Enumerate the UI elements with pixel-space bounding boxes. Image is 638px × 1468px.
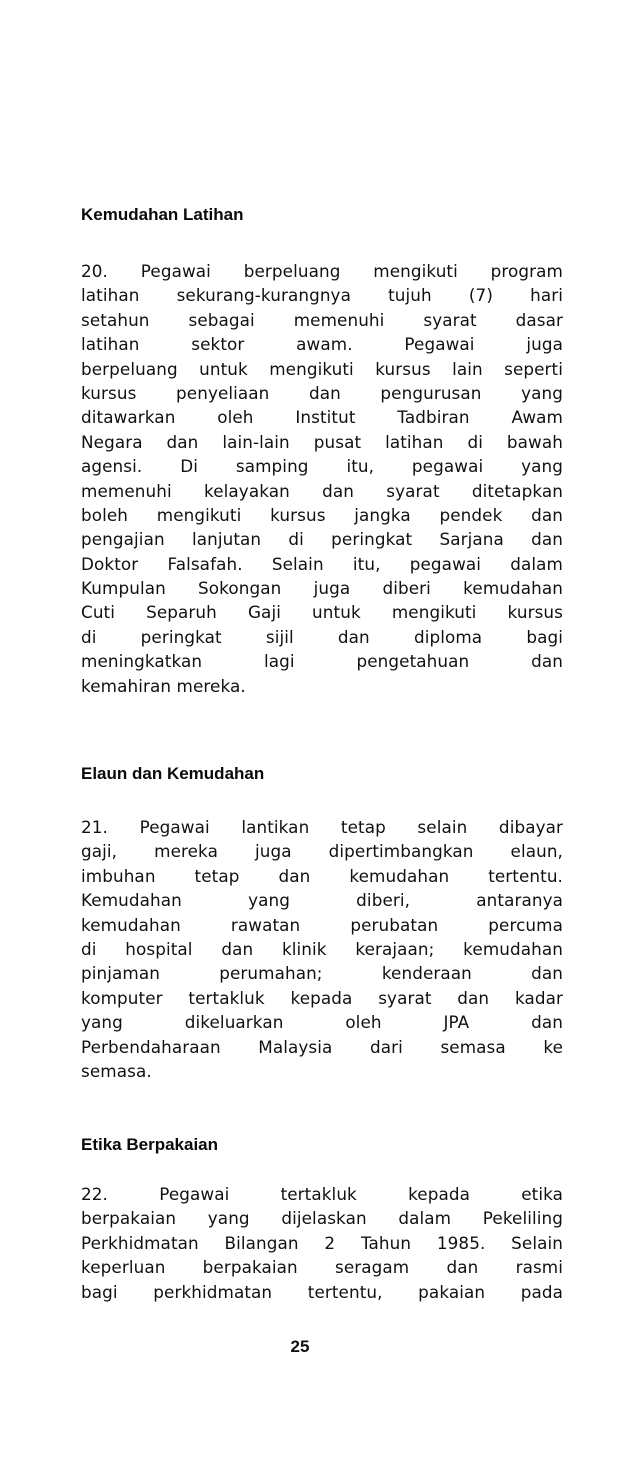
paragraph-line: latihan sekurang-kurangnya tujuh (7) hari — [81, 285, 563, 306]
section-heading-elaun-dan-kemudahan: Elaun dan Kemudahan — [81, 764, 265, 783]
paragraph-line: ditawarkan oleh Institut Tadbiran Awam — [81, 407, 563, 428]
paragraph-line: Perkhidmatan Bilangan 2 Tahun 1985. Selain — [81, 1232, 563, 1253]
section-heading-kemudahan-latihan: Kemudahan Latihan — [81, 205, 244, 224]
paragraph-line: Cuti Separuh Gaji untuk mengikuti kursus — [81, 602, 563, 623]
paragraph-line: pinjaman perumahan; kenderaan dan — [81, 963, 563, 984]
paragraph-line: keperluan berpakaian seragam dan rasmi — [81, 1257, 563, 1278]
paragraph-21 — [81, 815, 563, 1083]
paragraph-line: Kemudahan yang diberi, antaranya — [81, 890, 563, 911]
paragraph-line: di peringkat sijil dan diploma bagi — [81, 626, 563, 647]
paragraph-line: imbuhan tetap dan kemudahan tertentu. — [81, 865, 563, 886]
paragraph-line: gaji, mereka juga dipertimbangkan elaun, — [81, 841, 563, 862]
paragraph-line: komputer tertakluk kepada syarat dan kadar — [81, 987, 563, 1008]
paragraph-line: 21. Pegawai lantikan tetap selain dibayar — [81, 817, 563, 837]
paragraph-20 — [81, 259, 563, 698]
paragraph-line: memenuhi kelayakan dan syarat ditetapkan — [81, 480, 563, 501]
paragraph-line: kemahiran mereka. — [81, 675, 246, 696]
paragraph-line: 20. Pegawai berpeluang mengikuti program — [81, 261, 563, 281]
paragraph-line: kursus penyeliaan dan pengurusan yang — [81, 382, 563, 403]
paragraph-22 — [81, 1182, 563, 1304]
paragraph-line: setahun sebagai memenuhi syarat dasar — [81, 309, 563, 330]
paragraph-line: agensi. Di samping itu, pegawai yang — [81, 456, 563, 477]
paragraph-line: bagi perkhidmatan tertentu, pakaian pada — [81, 1281, 563, 1302]
paragraph-line: kemudahan rawatan perubatan percuma — [81, 914, 563, 935]
paragraph-line: boleh mengikuti kursus jangka pendek dan — [81, 504, 563, 525]
paragraph-line: Perbendaharaan Malaysia dari semasa ke — [81, 1036, 563, 1057]
paragraph-line: di hospital dan klinik kerajaan; kemudahan — [81, 938, 563, 959]
paragraph-line: berpakaian yang dijelaskan dalam Pekeliling — [81, 1208, 563, 1229]
document-page — [81, 0, 563, 1468]
paragraph-line: Doktor Falsafah. Selain itu, pegawai dalam — [81, 553, 563, 574]
paragraph-line: Negara dan lain-lain pusat latihan di bawah — [81, 431, 563, 452]
page-number: 25 — [290, 1337, 310, 1356]
section-heading-etika-berpakaian: Etika Berpakaian — [81, 1135, 219, 1154]
paragraph-line: berpeluang untuk mengikuti kursus lain seperti — [81, 358, 563, 379]
paragraph-line: pengajian lanjutan di peringkat Sarjana dan — [81, 529, 563, 550]
paragraph-line: semasa. — [81, 1060, 152, 1081]
paragraph-line: yang dikeluarkan oleh JPA dan — [81, 1012, 563, 1033]
paragraph-line: Kumpulan Sokongan juga diberi kemudahan — [81, 578, 563, 599]
paragraph-line: 22. Pegawai tertakluk kepada etika — [81, 1184, 563, 1204]
paragraph-line: meningkatkan lagi pengetahuan dan — [81, 651, 563, 672]
paragraph-line: latihan sektor awam. Pegawai juga — [81, 334, 563, 355]
